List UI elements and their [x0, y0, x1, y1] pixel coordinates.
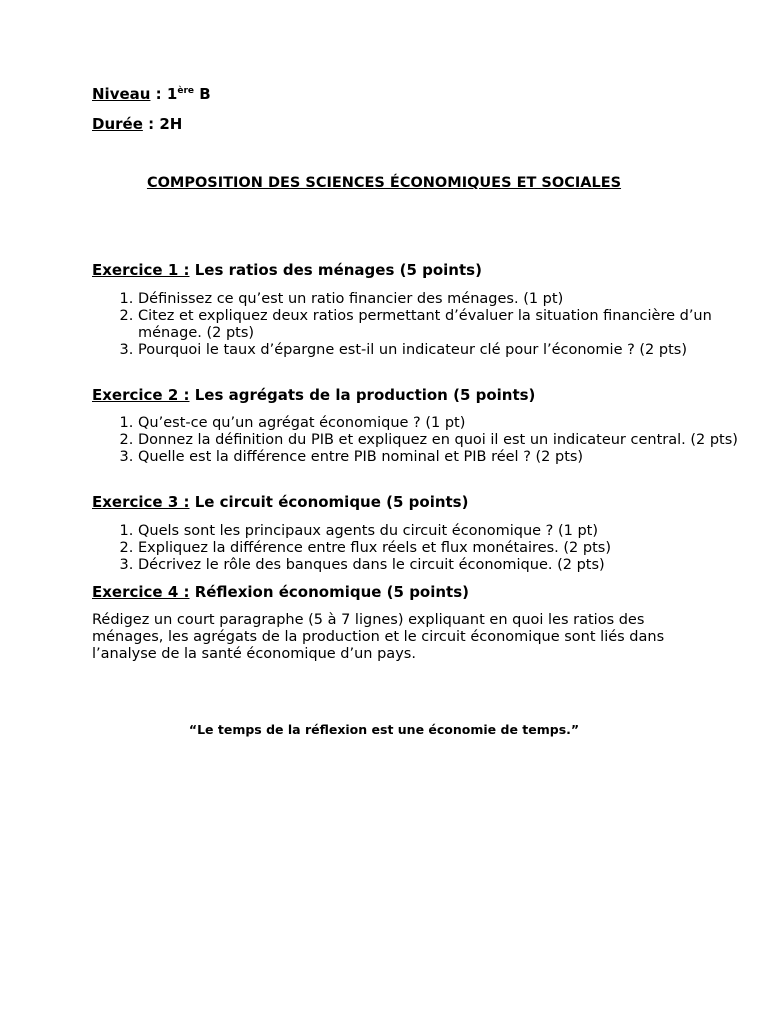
question-item: 1. Définissez ce qu’est un ratio financier des ménages. (1 pt)	[138, 291, 738, 308]
question-item: 2. Expliquez la différence entre flux réels et flux monétaires. (2 pts)	[138, 540, 738, 557]
question-item: 2. Citez et expliquez deux ratios permettant d’évaluer la situation financière d’un ménage. (2 pts)	[138, 308, 738, 342]
exercise-4-heading	[92, 583, 469, 601]
closing-quote: “Le temps de la réflexion est une économie de temps.”	[188, 722, 580, 737]
exercise-2-label: Exercice 2 :	[92, 386, 190, 404]
exercise-4-title: Réflexion économique (5 points)	[189, 583, 470, 601]
exercise-1-heading	[92, 261, 482, 279]
duree-value: 2H	[159, 115, 183, 133]
niveau-line	[92, 85, 211, 103]
question-item: 3. Décrivez le rôle des banques dans le circuit économique. (2 pts)	[138, 557, 738, 574]
duree-separator: :	[142, 115, 160, 133]
exercise-3-label: Exercice 3 :	[92, 493, 190, 511]
exercise-3-heading	[92, 493, 468, 511]
exercise-2-heading	[92, 386, 535, 404]
exercise-1-label: Exercice 1 :	[92, 261, 190, 279]
niveau-value: 1	[166, 85, 178, 103]
niveau-label: Niveau	[92, 85, 151, 103]
niveau-value-suffix: B	[194, 85, 211, 103]
exercise-1-questions	[92, 291, 738, 359]
exercise-3-questions	[92, 523, 738, 574]
exercise-4-paragraph: Rédigez un court paragraphe (5 à 7 lignes) expliquant en quoi les ratios des ménages, les agrégats de la production et le circuit économique sont liés dans l’analyse de la santé économique d’un pays.	[92, 612, 665, 662]
duree-line	[92, 115, 182, 133]
exercise-3-title: Le circuit économique (5 points)	[189, 493, 469, 511]
page-title: COMPOSITION DES SCIENCES ÉCONOMIQUES ET SOCIALES	[146, 175, 622, 191]
question-item: 1. Qu’est-ce qu’un agrégat économique ? (1 pt)	[138, 415, 738, 432]
question-item: 2. Donnez la définition du PIB et expliquez en quoi il est un indicateur central. (2 pts)	[138, 432, 738, 449]
niveau-separator: :	[150, 85, 167, 103]
niveau-superscript: ère	[177, 86, 194, 96]
question-item: 3. Pourquoi le taux d’épargne est-il un indicateur clé pour l’économie ? (2 pts)	[138, 342, 738, 359]
exercise-2-questions	[92, 415, 738, 466]
exercise-1-title: Les ratios des ménages (5 points)	[189, 261, 482, 279]
exercise-4-label: Exercice 4 :	[92, 583, 190, 601]
question-item: 3. Quelle est la différence entre PIB nominal et PIB réel ? (2 pts)	[138, 449, 738, 466]
duree-label: Durée	[92, 115, 143, 133]
exercise-2-title: Les agrégats de la production (5 points)	[189, 386, 536, 404]
question-item: 1. Quels sont les principaux agents du circuit économique ? (1 pt)	[138, 523, 738, 540]
